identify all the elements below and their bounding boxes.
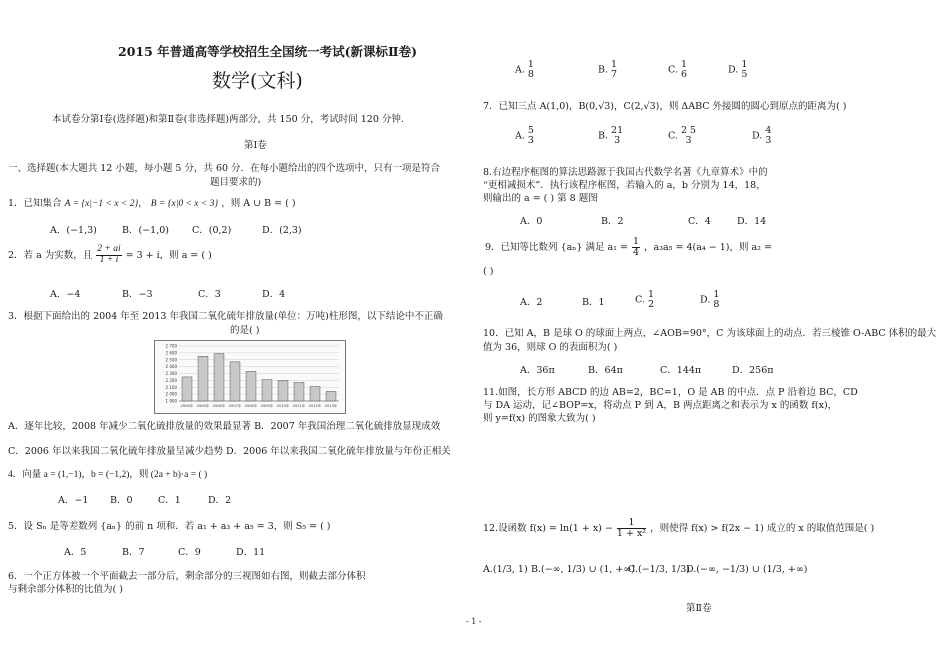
q1-option-d: D．(2,3) <box>262 225 302 236</box>
chart-ytick-label: 2 300 <box>165 371 177 376</box>
q2-frac-den: 1 + i <box>99 254 119 265</box>
q6-option-a <box>515 60 534 80</box>
chart-xtick-label: 2010年 <box>276 404 290 408</box>
chart-ytick-label: 2 000 <box>165 391 177 397</box>
q7-option-c <box>668 126 696 146</box>
q7-option-a-label: A. <box>515 130 525 142</box>
q6-option-d-num: 1 <box>741 59 748 70</box>
q11-text-line3: 则 y=f(x) 的图象大致为( ) <box>483 413 596 424</box>
chart-xtick-label: 2005年 <box>196 404 210 408</box>
q9-option-c-den: 2 <box>647 298 655 310</box>
q6-text-line2: 与剩余部分体积的比值为( ) <box>8 584 123 595</box>
q2-option-c: C．3 <box>198 289 221 300</box>
q2-option-a: A．−4 <box>50 289 81 300</box>
so2-bar-chart <box>154 340 346 414</box>
q9-frac-den: 4 <box>632 246 639 258</box>
q9-paren: ( ) <box>483 266 494 277</box>
chart-bar <box>246 371 256 401</box>
q7-option-a-num: 5 <box>527 125 534 136</box>
q12-option-b: B.(−∞, 1/3) ∪ (1, +∞) <box>531 564 635 575</box>
chart-bar <box>294 382 304 401</box>
q12-option-c: C.(−1/3, 1/3) <box>628 564 690 575</box>
q10-option-a: A．36π <box>520 365 555 376</box>
q7-stem: 7．已知三点 A(1,0)，B(0,√3)，C(2,√3)，则 ΔABC 外接圆的圆心到原点的距离为( ) <box>483 101 847 112</box>
q6-option-c-num: 1 <box>680 59 688 70</box>
q7-option-a <box>515 126 534 146</box>
chart-bar <box>278 380 288 401</box>
chart-ytick-label: 1 900 <box>165 398 177 404</box>
q7-option-a-frac <box>528 126 534 146</box>
subject-title: 数学(文科) <box>212 70 303 92</box>
q9-frac-num: 1 <box>632 236 639 247</box>
chart-xtick-label: 2012年 <box>308 404 322 408</box>
q9-option-a: A．2 <box>520 297 543 308</box>
q6-option-b-den: 7 <box>611 68 618 80</box>
q7-option-c-den: 3 <box>685 134 692 146</box>
chart-bar <box>310 387 320 401</box>
q8-option-c: C．4 <box>688 216 711 227</box>
q9-text-b: ，a₃a₅ = 4(a₄ − 1)，则 a₂ = <box>644 241 772 253</box>
q12-text-a: 12.设函数 f(x) = ln(1 + x) − <box>483 522 613 534</box>
q10-option-c: C．144π <box>660 365 702 376</box>
part1-label: 第Ⅰ卷 <box>244 140 267 151</box>
chart-bar <box>214 354 224 401</box>
q6-option-b-num: 1 <box>611 59 618 70</box>
q1-text-b: ，则 A ∪ B = ( ) <box>221 198 296 209</box>
q6-option-c-den: 6 <box>680 68 688 80</box>
q4-option-d: D．2 <box>208 495 232 506</box>
q7-option-d-den: 3 <box>765 134 772 146</box>
chart-bar <box>182 377 192 401</box>
q2-frac-num: 2 + ai <box>97 244 121 254</box>
q1-set-b: B = {x|0 < x < 3} <box>150 199 219 209</box>
q1-set-a: A = {x|−1 < x < 2} <box>64 199 139 209</box>
chart-xtick-label: 2013年 <box>324 404 338 408</box>
q6-option-b-frac <box>611 60 617 80</box>
q6-option-a-label: A. <box>515 64 525 76</box>
q4-stem: 4．向量 a = (1,−1)，b = (−1,2)，则 (2a + b)·a = ( ) <box>8 470 208 480</box>
chart-xtick-label: 2009年 <box>260 404 274 408</box>
q7-option-d-label: D. <box>752 130 763 142</box>
q3-text-line1: 3．根据下面给出的 2004 年至 2013 年我国二氧化硫年排放量(单位：万吨)柱形图，以下结论中不正确 <box>8 311 443 322</box>
q5-option-a: A．5 <box>64 547 87 558</box>
q1-option-a: A．(−1,3) <box>50 225 97 236</box>
instructions: 本试卷分第Ⅰ卷(选择题)和第Ⅱ卷(非选择题)两部分，共 150 分，考试时间 120 分钟． <box>52 114 411 125</box>
q2-option-d: D．4 <box>262 289 286 300</box>
q12-option-d: D.(−∞, −1/3) ∪ (1/3, +∞) <box>686 564 808 575</box>
q10-text-line2: 值为 36，则球 O 的表面积为( ) <box>483 342 618 353</box>
q4-option-c: C．1 <box>158 495 181 506</box>
q6-option-b-label: B. <box>598 64 609 76</box>
chart-xtick-label: 2008年 <box>244 404 258 408</box>
q7-option-b-den: 3 <box>614 134 621 146</box>
q9-text-a: 9．已知等比数列 {aₙ} 满足 a₁ = <box>485 241 628 253</box>
chart-bar <box>230 362 240 401</box>
q8-option-a: A．0 <box>520 216 543 227</box>
q5-option-b: B．7 <box>122 547 145 558</box>
q9-option-d <box>700 290 719 310</box>
q6-option-c-label: C. <box>668 64 678 76</box>
chart-xtick-label: 2011年 <box>292 404 306 408</box>
q1-text-a: 1．已知集合 <box>8 198 62 209</box>
q7-option-c-label: C. <box>668 130 678 142</box>
chart-ytick-label: 2 200 <box>165 377 177 383</box>
q10-text-line1: 10．已知 A，B 是球 O 的球面上两点，∠AOB=90°，C 为该球面上的动点．若三棱锥 O-ABC 体积的最大 <box>483 328 937 339</box>
q6-text-line1: 6．一个正方体被一个平面截去一部分后，剩余部分的三视图如右图，则截去部分体积 <box>8 571 366 582</box>
q9-option-d-num: 1 <box>713 289 720 300</box>
section1-intro-line2: 题目要求的) <box>210 177 262 188</box>
chart-ytick-label: 2 500 <box>165 357 177 363</box>
chart-bar <box>198 356 208 401</box>
q10-option-b: B．64π <box>588 365 623 376</box>
q1-option-b: B．(−1,0) <box>122 225 169 236</box>
q5-stem: 5．设 Sₙ 是等差数列 {aₙ} 的前 n 项和．若 a₁ + a₃ + a₅ = 3，则 S₅ = ( ) <box>8 521 331 532</box>
chart-ytick-label: 2 400 <box>165 364 177 370</box>
q2-option-b: B．−3 <box>122 289 153 300</box>
q1-stem: 1．已知集合 A = {x|−1 < x < 2}， B = {x|0 < x < 3} ，则 A ∪ B = ( ) <box>8 198 296 209</box>
q11-text-line2: 与 DA 运动，记∠BOP=x，将动点 P 到 A，B 两点距离之和表示为 x 的函数 f(x)， <box>483 400 838 411</box>
q3-option-ab: A．逐年比较，2008 年减少二氧化硫排放量的效果最显著 B．2007 年我国治理二氧化硫排放显现成效 <box>8 421 441 432</box>
chart-ytick-label: 2 700 <box>165 343 177 349</box>
chart-ytick-label: 2 100 <box>165 384 177 390</box>
q6-option-a-num: 1 <box>527 59 534 70</box>
q8-text-line3: 则输出的 a = ( ) 第 8 题图 <box>483 193 598 204</box>
q5-option-c: C．9 <box>178 547 201 558</box>
q8-text-line1: 8.右边程序框图的算法思路源于我国古代数学名著《九章算术》中的 <box>483 167 768 178</box>
q7-option-b-frac <box>611 126 623 146</box>
exam-title: 2015 年普通高等学校招生全国统一考试(新课标Ⅱ卷) <box>118 44 418 59</box>
q3-text-line2: 的是( ) <box>230 325 260 336</box>
q11-text-line1: 11.如图，长方形 ABCD 的边 AB=2，BC=1，O 是 AB 的中点．点 P 沿着边 BC，CD <box>483 387 858 398</box>
q7-option-b <box>598 126 623 146</box>
q9-stem <box>485 237 772 258</box>
q2-fraction <box>96 245 121 266</box>
q7-option-b-num: 21 <box>611 125 624 136</box>
q12-text-b: ，则使得 f(x) > f(2x − 1) 成立的 x 的取值范围是( ) <box>650 522 875 534</box>
q9-option-c-num: 1 <box>647 289 655 300</box>
chart-ytick-label: 2 600 <box>165 350 177 356</box>
q9-option-d-frac <box>713 290 719 310</box>
q7-option-c-num: 2 5 <box>680 125 697 136</box>
q4-option-a: A．−1 <box>58 495 89 506</box>
section1-intro-line1: 一、选择题(本大题共 12 小题，每小题 5 分，共 60 分．在每小题给出的四个选项中，只有一项是符合 <box>8 163 441 174</box>
q12-fraction <box>617 518 646 539</box>
q9-option-c-label: C. <box>635 294 645 306</box>
q8-option-b: B．2 <box>601 216 624 227</box>
q9-option-d-label: D. <box>700 294 711 306</box>
q6-option-a-den: 8 <box>527 68 534 80</box>
q8-option-d: D．14 <box>737 216 767 227</box>
chart-xtick-label: 2004年 <box>180 404 194 408</box>
q6-option-b <box>598 60 617 80</box>
q7-option-d <box>752 126 771 146</box>
q3-option-cd: C．2006 年以来我国二氧化硫年排放量呈减少趋势 D．2006 年以来我国二氧化硫年排放量与年份正相关 <box>8 446 451 457</box>
q6-option-d <box>728 60 747 80</box>
q7-option-b-label: B. <box>598 130 609 142</box>
q6-option-a-frac <box>528 60 534 80</box>
chart-bar <box>326 391 336 401</box>
q1-option-c: C．(0,2) <box>192 225 232 236</box>
page-number: - 1 - <box>466 617 482 626</box>
q9-fraction <box>632 237 640 258</box>
q7-option-d-frac <box>765 126 771 146</box>
q12-frac-den: 1 + x² <box>616 527 647 539</box>
q10-option-d: D．256π <box>732 365 774 376</box>
q12-option-a: A.(1/3, 1) <box>483 564 528 575</box>
q2-stem <box>8 245 212 266</box>
q9-option-b: B．1 <box>582 297 605 308</box>
q9-option-c-frac <box>648 290 654 310</box>
part2-label: 第Ⅱ卷 <box>686 603 712 614</box>
q5-option-d: D．11 <box>236 547 266 558</box>
q9-option-c <box>635 290 654 310</box>
q6-option-d-den: 5 <box>741 68 748 80</box>
q6-option-c <box>668 60 687 80</box>
q12-stem <box>483 518 874 539</box>
chart-xtick-label: 2006年 <box>212 404 226 408</box>
q9-option-d-den: 8 <box>713 298 720 310</box>
q7-option-d-num: 4 <box>765 125 772 136</box>
q7-option-c-frac <box>681 126 696 146</box>
q2-text-b: = 3 + i，则 a = ( ) <box>125 249 212 261</box>
q6-option-d-label: D. <box>728 64 739 76</box>
q6-option-c-frac <box>681 60 687 80</box>
q7-option-a-den: 3 <box>527 134 534 146</box>
q4-option-b: B．0 <box>110 495 133 506</box>
chart-xtick-label: 2007年 <box>228 404 242 408</box>
q12-frac-num: 1 <box>617 518 646 529</box>
q2-text-a: 2．若 a 为实数，且 <box>8 249 93 261</box>
q8-text-line2: “更相减损术”．执行该程序框图，若输入的 a，b 分别为 14，18， <box>483 180 766 191</box>
q6-option-d-frac <box>741 60 747 80</box>
chart-bar <box>262 380 272 401</box>
